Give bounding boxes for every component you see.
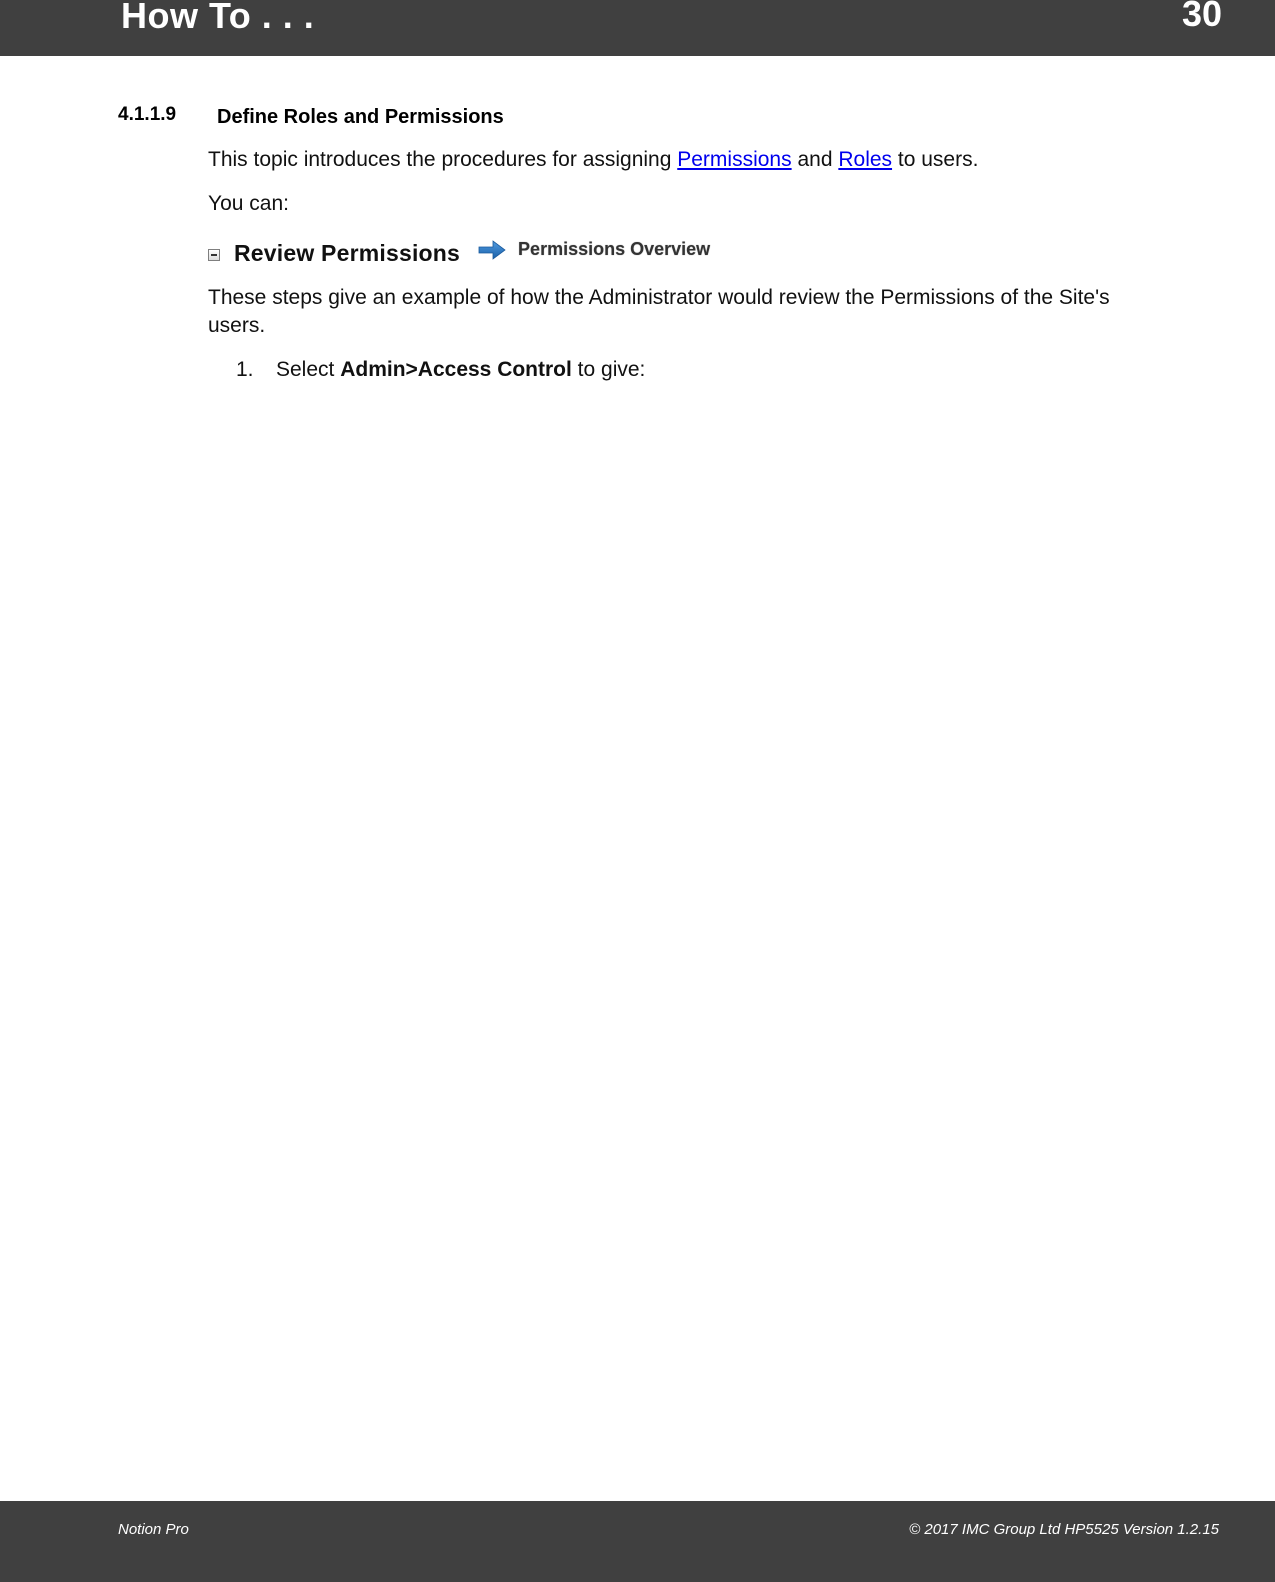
footer-product-name: Notion Pro [118,1521,189,1538]
intro-paragraph [208,146,978,174]
page-number: 30 [1181,0,1222,34]
roles-link[interactable]: Roles [838,148,893,171]
intro-text-and: and [791,148,839,171]
permissions-link[interactable]: Permissions [677,148,792,171]
permissions-overview-label: Permissions Overview [518,238,711,259]
step-text-before: Select [276,358,341,381]
section-number: 4.1.1.9 [118,104,177,125]
collapse-minus-icon[interactable] [208,249,220,261]
step-menu-path: Admin>Access Control [340,358,572,381]
intro-text-after: to users. [892,148,979,171]
header-title: How To . . . [121,0,315,36]
step-number: 1. [236,358,254,381]
steps-intro-paragraph: These steps give an example of how the Administrator would review the Permissions of the Site's users. [208,286,1110,337]
page-footer [0,1501,1275,1582]
step-text [276,356,645,384]
footer-copyright: © 2017 IMC Group Ltd HP5525 Version 1.2.15 [909,1521,1219,1538]
step-item [236,356,645,384]
review-permissions-title[interactable]: Review Permissions [234,239,461,266]
page-header [0,0,1275,56]
you-can-text: You can: [208,192,289,215]
step-text-after: to give: [571,358,646,381]
section-title: Define Roles and Permissions [217,106,504,128]
review-permissions-heading [208,236,710,270]
arrow-right-icon [478,238,506,262]
intro-text-before: This topic introduces the procedures for assigning [208,148,678,171]
